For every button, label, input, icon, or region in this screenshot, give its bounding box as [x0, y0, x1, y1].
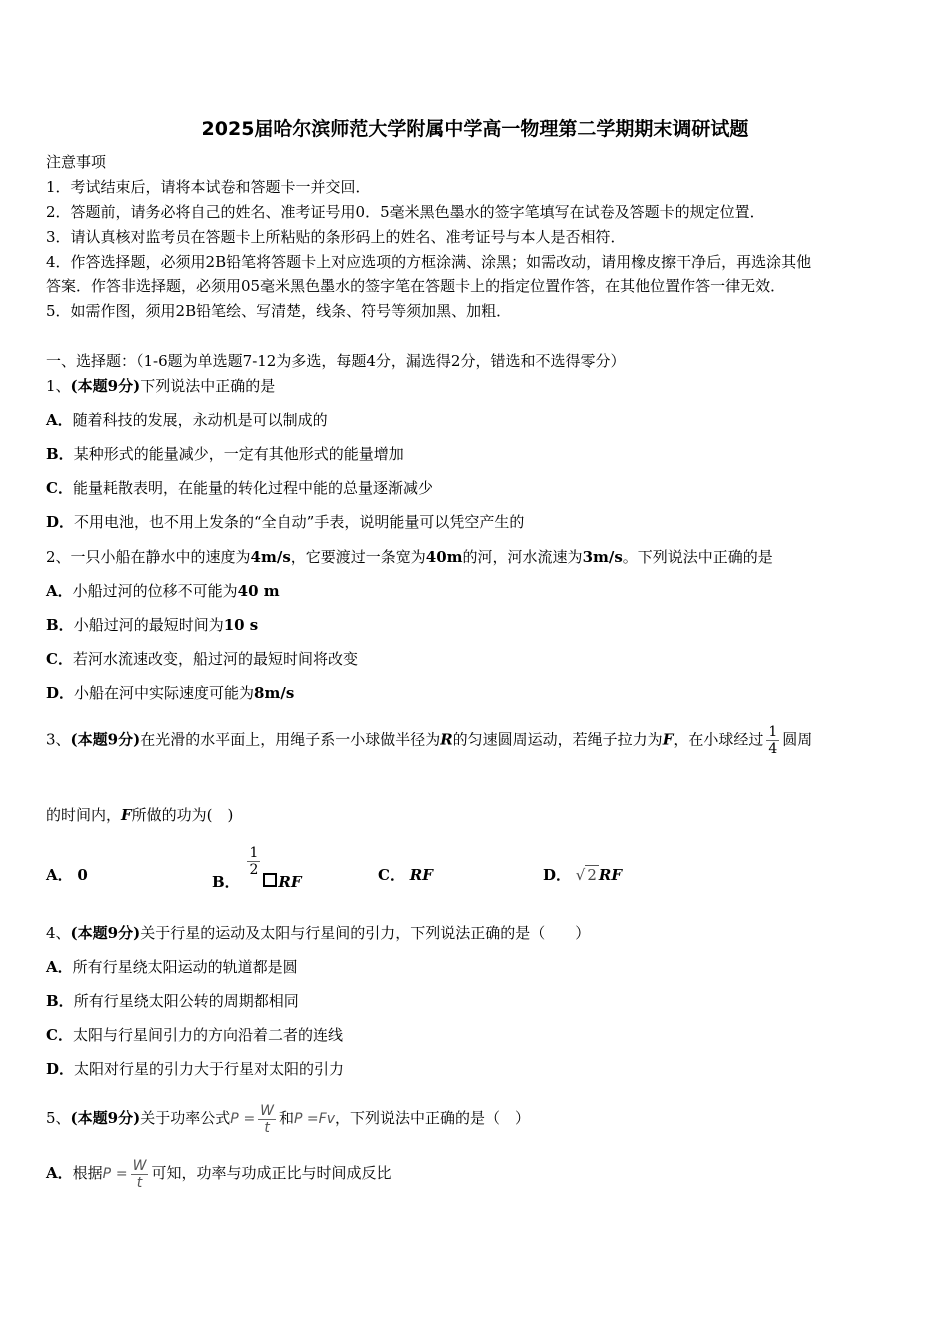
question-number: 3、	[46, 730, 71, 749]
notes-heading: 注意事项	[46, 153, 107, 171]
q2-option-a: A．小船过河的位移不可能为40 m	[46, 582, 280, 600]
fraction-w-over-t: $\frac{W}{t}$	[260, 1102, 275, 1136]
note-item: 2．答题前，请务必将自己的姓名、准考证号用0．5毫米黑色墨水的签字笔填写在试卷及答题卡的规定位置．	[46, 203, 765, 221]
q1-option-a: A．随着科技的发展，永动机是可以制成的	[46, 411, 328, 429]
question-3-stem: 3、(本题9分)在光滑的水平面上，用绳子系一小球做半径为R的匀速圆周运动，若绳子拉力为F，在小球经过 $\frac{1}{4}$ 圆周	[46, 724, 813, 757]
note-item: 5．如需作图，须用2B铅笔绘、写清楚，线条、符号等须加黑、加粗．	[46, 302, 512, 320]
q1-option-c: C．能量耗散表明，在能量的转化过程中能的总量逐渐减少	[46, 479, 433, 497]
fraction-w-over-t: $\frac{W}{t}$	[132, 1157, 147, 1191]
fraction-half: $\frac{1}{2}$	[249, 845, 259, 878]
q4-option-c: C．太阳与行星间引力的方向沿着二者的连线	[46, 1026, 343, 1044]
square-root: √ 2	[575, 866, 597, 884]
q1-option-b: B．某种形式的能量减少，一定有其他形式的能量增加	[46, 445, 404, 463]
q2-option-c: C．若河水流速改变，船过河的最短时间将改变	[46, 650, 358, 668]
note-item: 答案．作答非选择题，必须用05毫米黑色墨水的签字笔在答题卡上的指定位置作答，在其他位置作答一律无效．	[46, 277, 786, 295]
question-number: 4、	[46, 924, 71, 942]
q2-option-d: D．小船在河中实际速度可能为8m/s	[46, 684, 295, 702]
q4-option-a: A．所有行星绕太阳运动的轨道都是圆	[46, 958, 298, 976]
q3-option-b: B． $\frac{1}{2}$ RF	[212, 845, 302, 891]
note-item: 4．作答选择题，必须用2B铅笔将答题卡上对应选项的方框涂满、涂黑；如需改动，请用橡皮擦干净后，再选涂其他	[46, 253, 812, 271]
q2-option-b: B．小船过河的最短时间为10 s	[46, 616, 259, 634]
placeholder-box-icon	[263, 873, 277, 887]
note-item: 3．请认真核对监考员在答题卡上所粘贴的条形码上的姓名、准考证号与本人是否相符．	[46, 228, 626, 246]
q3-option-c: C． RF	[378, 866, 433, 884]
fraction-quarter: $\frac{1}{4}$	[768, 724, 778, 757]
q1-option-d: D．不用电池，也不用上发条的“全自动”手表，说明能量可以凭空产生的	[46, 513, 525, 531]
question-5-stem: 5、(本题9分)关于功率公式P = $\frac{W}{t}$ 和P =Fv，下列说法中正确的是（ ）	[46, 1102, 531, 1136]
page-title: 2025届哈尔滨师范大学附属中学高一物理第二学期期末调研试题	[201, 118, 749, 140]
score-tag: (本题9分)	[70, 730, 141, 749]
q4-option-d: D．太阳对行星的引力大于行星对太阳的引力	[46, 1060, 345, 1078]
question-4-stem: 4、(本题9分)关于行星的运动及太阳与行星间的引力，下列说法正确的是（ ）	[46, 924, 591, 942]
note-item: 1．考试结束后，请将本试卷和答题卡一并交回．	[46, 178, 371, 196]
score-tag: (本题9分)	[70, 1109, 141, 1127]
q5-option-a: A．根据P = $\frac{W}{t}$ 可知，功率与功成正比与时间成反比	[46, 1157, 392, 1191]
q4-option-b: B．所有行星绕太阳公转的周期都相同	[46, 992, 299, 1010]
question-text: 下列说法中正确的是	[140, 377, 276, 395]
q3-option-a: A． 0	[46, 866, 88, 884]
question-number: 1、	[46, 377, 71, 395]
question-1-stem	[46, 376, 275, 396]
q3-option-d: D． √ 2 RF	[543, 866, 623, 884]
question-3-stem-cont: 的时间内，F所做的功为( )	[46, 806, 234, 824]
section-heading: 一、选择题：（1-6题为单选题7-12为多选，每题4分，漏选得2分，错选和不选得零分）	[46, 352, 626, 370]
question-2-stem: 2、一只小船在静水中的速度为4m/s，它要渡过一条宽为40m的河，河水流速为3m/s。下列说法中正确的是	[46, 548, 773, 566]
score-tag: (本题9分)	[70, 377, 141, 395]
question-number: 5、	[46, 1109, 71, 1127]
score-tag: (本题9分)	[70, 924, 141, 942]
